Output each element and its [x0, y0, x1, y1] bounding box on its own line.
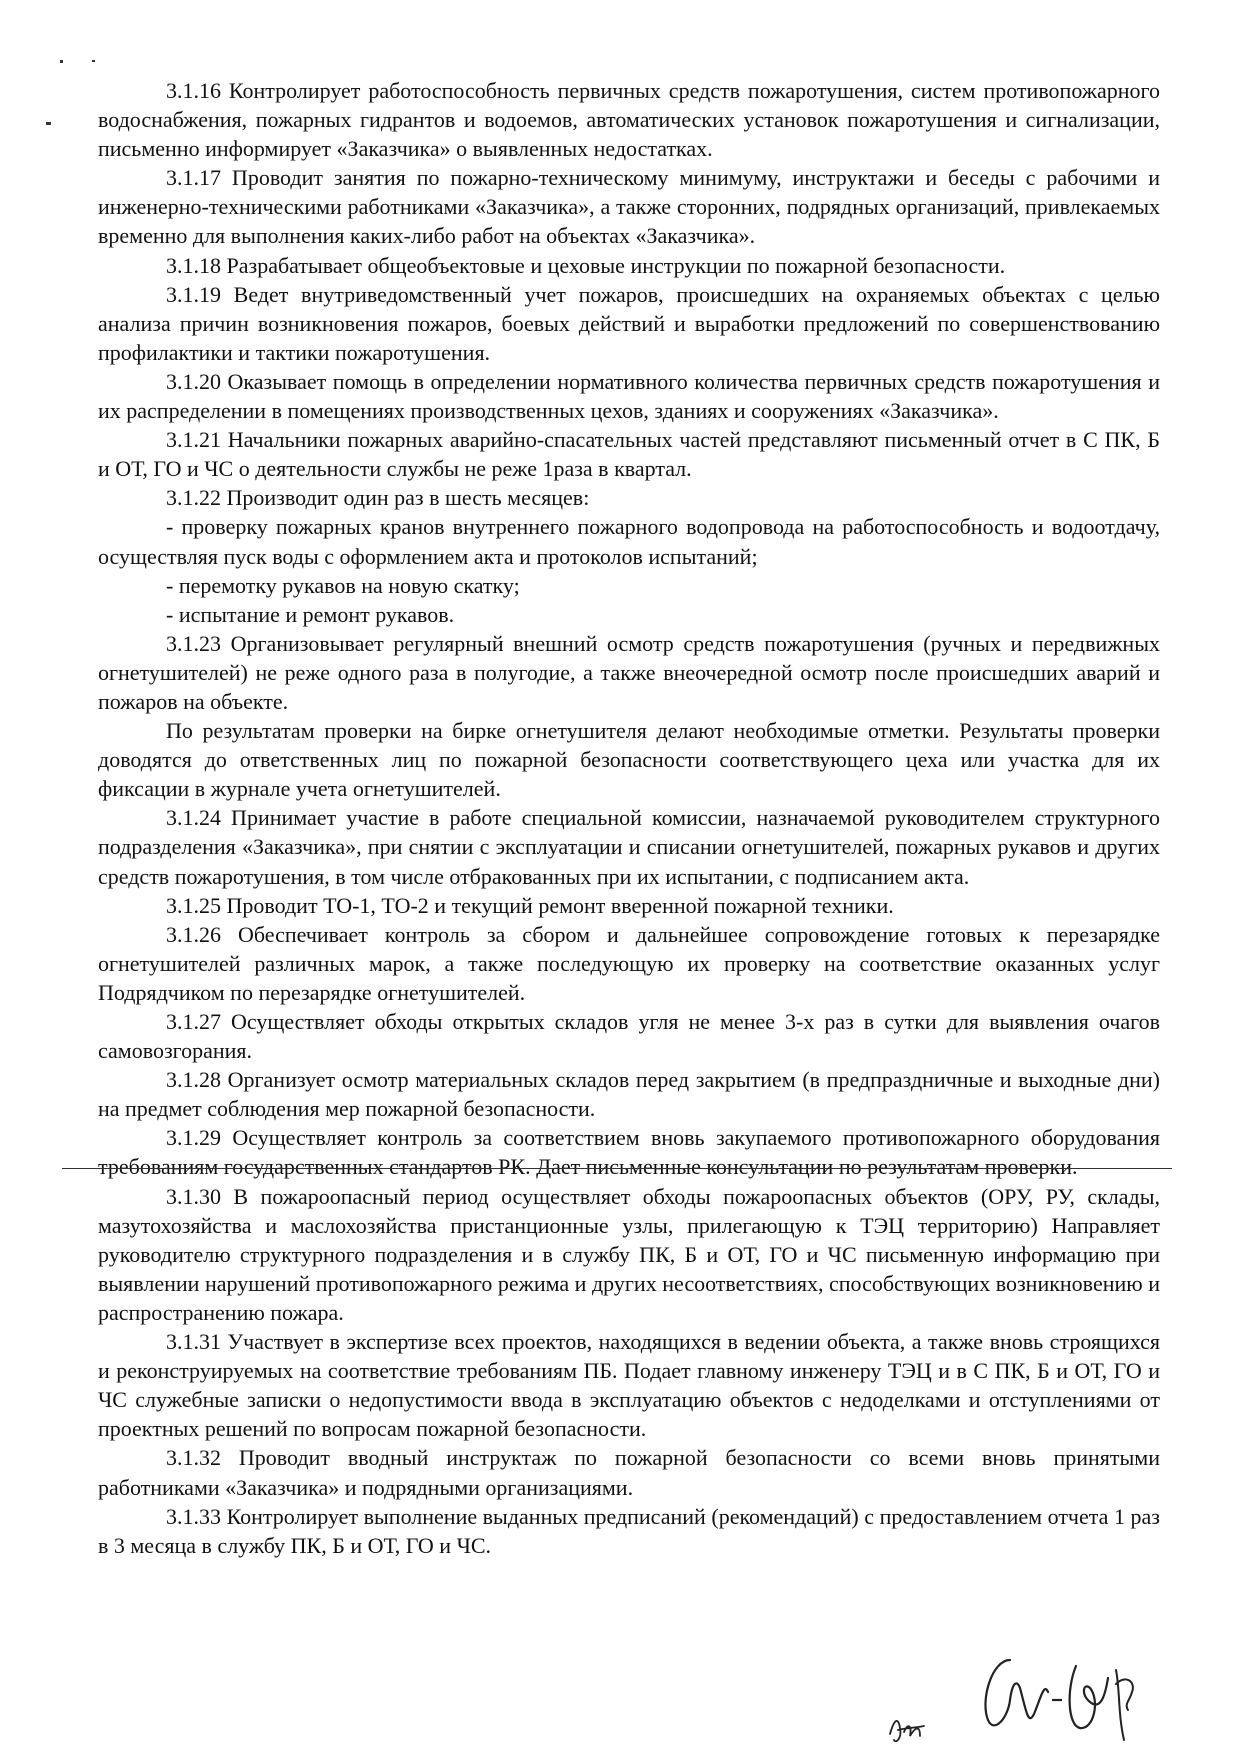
paragraph-3-1-18: 3.1.18 Разрабатывает общеобъектовые и цеховые инструкции по пожарной безопасности.: [166, 252, 1006, 278]
scan-fold-line: [62, 1168, 1172, 1169]
paragraph-3-1-16: 3.1.16 Контролирует работоспособность первичных средств пожаротушения, систем противопожарного водоснабжения, пожарных гидрантов и водоемов, автоматических установок пожаротушения и сигнализации, письменно информирует «Заказчика» о выявленных недостатках.: [98, 78, 1160, 162]
list-item-hose-rewind: - перемотку рукавов на новую скатку;: [166, 572, 520, 598]
paragraph-3-1-29: 3.1.29 Осуществляет контроль за соответствием вновь закупаемого противопожарного оборудования требованиям государственных стандартов РК. Дает письменные консультации по результатам проверки.: [98, 1125, 1160, 1180]
paragraph-3-1-26: 3.1.26 Обеспечивает контроль за сбором и дальнейшее сопровождение готовых к перезарядке огнетушителей различных марок, а также последующую их проверку на соответствие оказанных услуг Подрядчиком по перезарядке огнетушителей.: [98, 921, 1160, 1005]
scan-speck: [92, 60, 95, 62]
paragraph-3-1-19: 3.1.19 Ведет внутриведомственный учет пожаров, происшедших на охраняемых объектах с целью анализа причин возникновения пожаров, боевых действий и выработки предложений по совершенствованию профилактики и тактики пожаротушения.: [98, 281, 1160, 365]
document-body: [98, 76, 1160, 1560]
paragraph-inspection-results: По результатам проверки на бирке огнетушителя делают необходимые отметки. Результаты проверки доводятся до ответственных лиц по пожарной безопасности соответствующего цеха или участка для их фиксации в журнале учета огнетушителей.: [98, 718, 1160, 802]
paragraph-3-1-20: 3.1.20 Оказывает помощь в определении нормативного количества первичных средств пожаротушения и их распределении в помещениях производственных цехов, зданиях и сооружениях «Заказчика».: [98, 368, 1160, 424]
scan-speck: [46, 122, 51, 125]
paragraph-3-1-32: 3.1.32 Проводит вводный инструктаж по пожарной безопасности со всеми вновь принятыми работниками «Заказчика» и подрядными организациями.: [98, 1445, 1160, 1500]
paragraph-3-1-17: 3.1.17 Проводит занятия по пожарно-техническому минимуму, инструктажи и беседы с рабочими и инженерно-техническими работниками «Заказчика», а также сторонних, подрядных организаций, привлекаемых временно для выполнения каких-либо работ на объектах «Заказчика».: [98, 165, 1160, 249]
paragraph-3-1-27: 3.1.27 Осуществляет обходы открытых складов угля не менее 3-х раз в сутки для выявления очагов самовозгорания.: [98, 1009, 1160, 1064]
list-item-hose-test: - испытание и ремонт рукавов.: [166, 601, 455, 627]
paragraph-3-1-31: 3.1.31 Участвует в экспертизе всех проектов, находящихся в ведении объекта, а также вновь строящихся и реконструируемых на соответствие требованиям ПБ. Подает главному инженеру ТЭЦ и в С ПК, Б и ОТ, ГО и ЧС служебные записки о недопустимости ввода в эксплуатацию объектов с недоделками и отступлениями от проектных решений по вопросам пожарной безопасности.: [98, 1329, 1160, 1442]
paragraph-3-1-33: 3.1.33 Контролирует выполнение выданных предписаний (рекомендаций) с предоставлением отчета 1 раз в 3 месяца в службу ПК, Б и ОТ, ГО и ЧС.: [98, 1503, 1160, 1558]
paragraph-3-1-22: 3.1.22 Производит один раз в шесть месяцев:: [166, 485, 590, 511]
scan-speck: [60, 60, 63, 63]
paragraph-3-1-25: 3.1.25 Проводит ТО-1, ТО-2 и текущий ремонт вверенной пожарной техники.: [166, 892, 894, 918]
paragraph-3-1-23: 3.1.23 Организовывает регулярный внешний осмотр средств пожаротушения (ручных и передвижных огнетушителей) не реже одного раза в полугодие, а также внеочередной осмотр после происшедших аварий и пожаров на объекте.: [98, 630, 1160, 714]
paragraph-3-1-28: 3.1.28 Организует осмотр материальных складов перед закрытием (в предпраздничные и выходные дни) на предмет соблюдения мер пожарной безопасности.: [98, 1067, 1160, 1122]
paragraph-3-1-21: 3.1.21 Начальники пожарных аварийно-спасательных частей представляют письменный отчет в С ПК, Б и ОТ, ГО и ЧС о деятельности службы не реже 1раза в квартал.: [98, 427, 1160, 482]
paragraph-3-1-30: 3.1.30 В пожароопасный период осуществляет обходы пожароопасных объектов (ОРУ, РУ, склады, мазутохозяйства и маслохозяйства пристанционные узлы, прилегающую к ТЭЦ территорию) Направляет руководителю структурного подразделения и в службу ПК, Б и ОТ, ГО и ЧС письменную информацию при выявлении нарушений противопожарного режима и других несоответствиях, способствующих возникновению и распространению пожара.: [98, 1183, 1160, 1325]
paragraph-3-1-24: 3.1.24 Принимает участие в работе специальной комиссии, назначаемой руководителем структурного подразделения «Заказчика», при снятии с эксплуатации и списании огнетушителей, пожарных рукавов и других средств пожаротушения, в том числе отбракованных при их испытании, с подписанием акта.: [98, 805, 1160, 889]
initials-image: [880, 1700, 940, 1750]
list-item-hydrant-check: - проверку пожарных кранов внутреннего пожарного водопровода на работоспособность и водоотдачу, осуществляя пуск воды с оформлением акта и протоколов испытаний;: [98, 514, 1160, 569]
